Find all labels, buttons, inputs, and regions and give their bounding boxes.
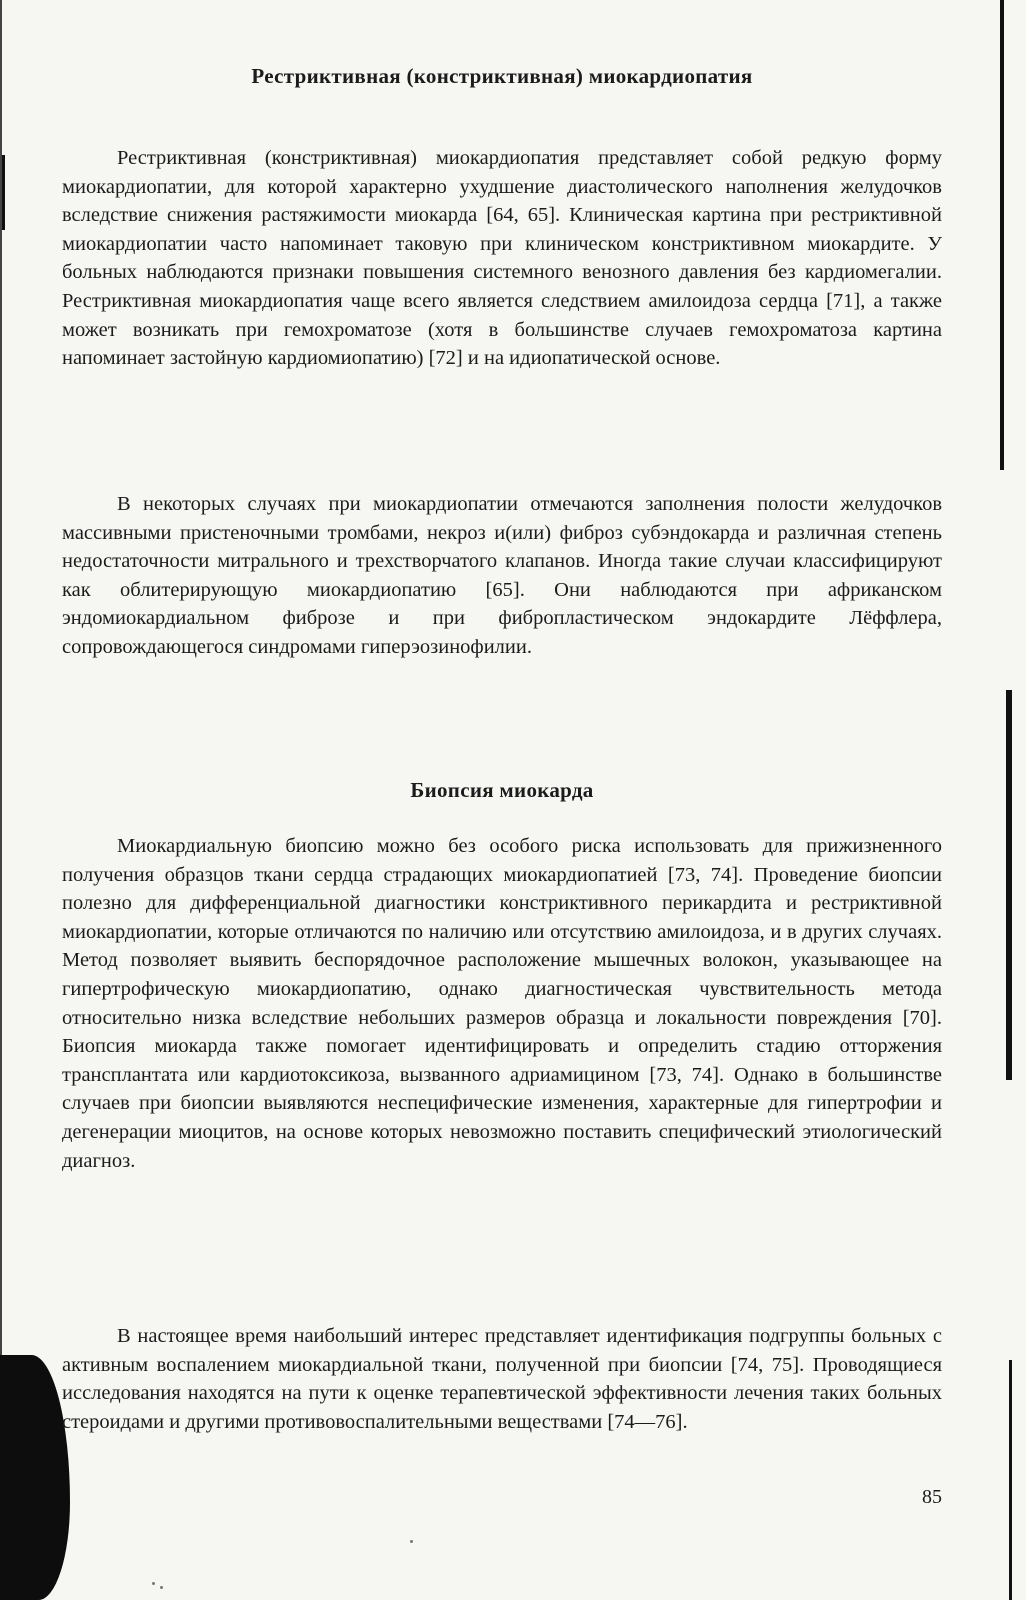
scan-dark-shadow-bottom-left — [0, 1355, 70, 1600]
paragraph-obliterative-cases: В некоторых случаях при миокардиопатии отмечаются заполнения полости желудочков массивными пристеночными тромбами, некроз и(или) фиброз субэндокарда и различная степень недостаточности митрального и трехстворчатого клапанов. Иногда такие случаи классифицируют как облитерирующую миокардиопатию [65]. Они наблюдаются при африканском эндомиокардиальном фиброзе и при фибропластическом эндокардите Лёффлера, сопровождающегося синдромами гиперэозинофилии. — [62, 493, 942, 658]
scan-edge-bar-right-mid — [1006, 690, 1012, 1080]
document-page — [62, 0, 942, 1600]
paragraph-restrictive-definition: Рестриктивная (констриктивная) миокардиопатия представляет собой редкую форму миокардиопатии, для которой характерно ухудшение диастолического наполнения желудочков вследствие снижения растяжимости миокарда [64, 65]. Клиническая картина при рестриктивной миокардиопатии часто напоминает таковую при клиническом констриктивном миокардите. У больных наблюдаются признаки повышения системного венозного давления без кардиомегалии. Рестриктивная миокардиопатия чаще всего является следствием амилоидоза сердца [71], а также может возникать при гемохроматозе (хотя в большинстве случаев гемохроматоза картина напоминает застойную кардиомиопатию) [72] и на идиопатической основе. — [62, 147, 942, 370]
page-number: 85 — [922, 1486, 942, 1508]
section-title-myocardial-biopsy: Биопсия миокарда — [410, 778, 594, 802]
section-title-restrictive-cardiomyopathy: Рестриктивная (констриктивная) миокардиопатия — [251, 64, 753, 88]
paragraph-biopsy-diagnostics: Миокардиальную биопсию можно без особого риска использовать для прижизненного получения образцов ткани сердца страдающих миокардиопатией [73, 74]. Проведение биопсии полезно для дифференциальной диагностики констриктивного перикардита и рестриктивной миокардиопатии, которые отличаются по наличию или отсутствию амилоидоза, и в других случаях. Метод позволяет выявить беспорядочное расположение мышечных волокон, указывающее на гипертрофическую миокардиопатию, однако диагностическая чувствительность метода относительно низка вследствие небольших размеров образца и локальности повреждения [70]. Биопсия миокарда также помогает идентифицировать и определить стадию отторжения трансплантата или кардиотоксикоза, вызванного адриамицином [73, 74]. Однако в большинстве случаев при биопсии выявляются неспецифические изменения, характерные для гипертрофии и дегенерации миоцитов, на основе которых невозможно поставить специфический этиологический диагноз. — [62, 835, 942, 1172]
scan-edge-mark-left — [2, 155, 5, 230]
scan-edge-bar-right-bottom — [1009, 1360, 1012, 1600]
scan-edge-bar-right-top — [1000, 0, 1004, 470]
paragraph-biopsy-current-interest: В настоящее время наибольший интерес представляет идентификация подгруппы больных с активным воспалением миокардиальной ткани, полученной при биопсии [74, 75]. Проводящиеся исследования находятся на пути к оценке терапевтической эффективности лечения таких больных стероидами и другими противовоспалительными веществами [74—76]. — [62, 1325, 942, 1433]
